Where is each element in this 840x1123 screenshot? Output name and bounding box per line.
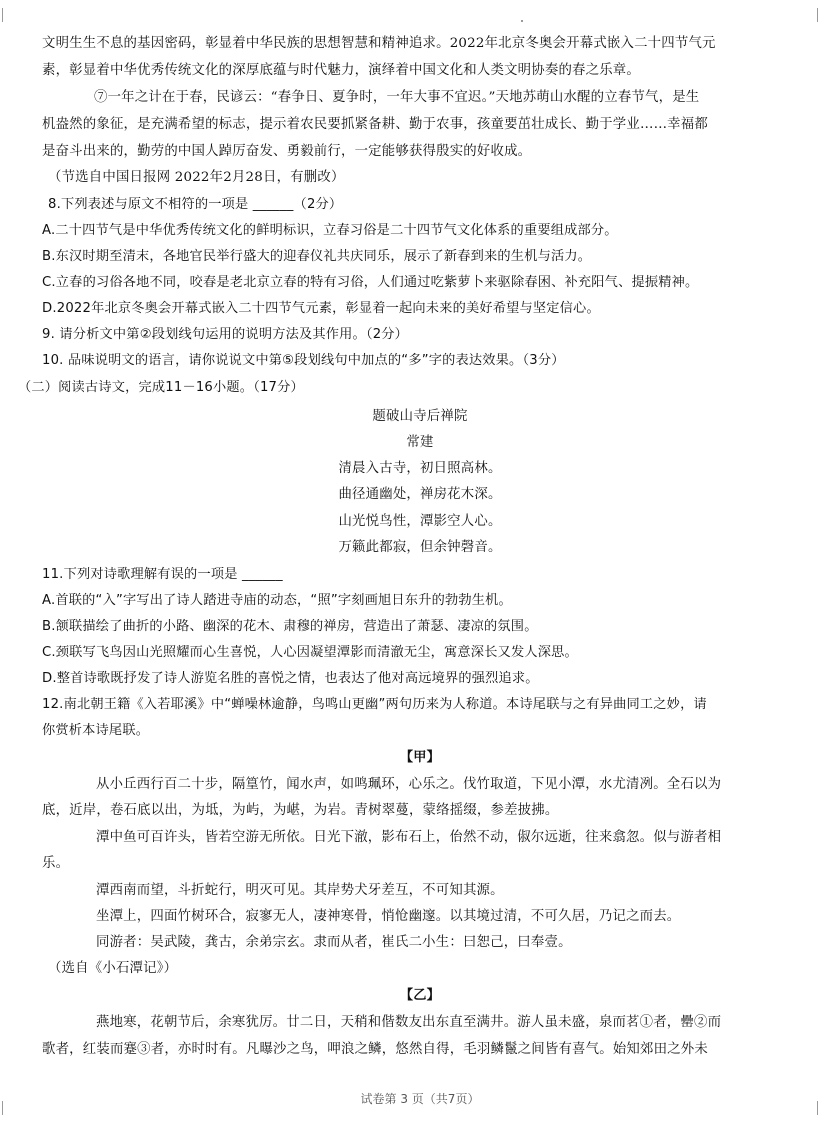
poem-title: 题破山寺后禅院 [372,409,468,424]
question-line: B.东汉时期至清末，各地官民举行盛大的迎春仪礼共庆同乐，展示了新春到来的生机与活力。 [42,249,592,264]
question-line: 11.下列对诗歌理解有误的一项是 ______ [42,567,283,582]
question-line: D.2022年北京冬奥会开幕式嵌入二十四节气元素，彰显着一起向未来的美好希望与坚定信心。 [42,301,600,316]
question-line: A.首联的“入”字写出了诗人踏进寺庙的动态，“照”字刻画旭日东升的勃勃生机。 [42,593,512,608]
classical-text-line: 乐。 [42,856,70,871]
poem-line: 山光悦鸟性，潭影空人心。 [338,514,502,529]
question-line: （二）阅读古诗文，完成11－16小题。（17分） [18,380,304,395]
question-line: D.整首诗歌既抒发了诗人游览名胜的喜悦之情，也表达了他对高远境界的强烈追求。 [42,671,539,686]
classical-text-line: 潭西南而望，斗折蛇行，明灭可见。其岸势犬牙差互，不可知其源。 [96,883,504,898]
question-line: B.颔联描绘了曲折的小路、幽深的花木、肃穆的禅房，营造出了萧瑟、凄凉的氛围。 [42,619,538,634]
page-footer: 试卷第 3 页（共7页） [360,1092,480,1106]
question-line: 12.南北朝王籍《入若耶溪》中“蝉噪林逾静，鸟鸣山更幽”两句历来为人称道。本诗尾联与之有异曲同工之妙，请 [42,697,707,712]
section-yi-heading: 【乙】 [399,988,441,1003]
question-line: C.立春的习俗各地不同，咬春是老北京立春的特有习俗，人们通过吃紫萝卜来驱除春困、补充阳气、提振精神。 [42,275,699,290]
poem-line: 清晨入古寺，初日照高林。 [338,461,502,476]
passage-line: 是奋斗出来的，勤劳的中国人踔厉奋发、勇毅前行，一定能够获得殷实的好收成。 [42,144,532,159]
question-line: C.颈联写飞鸟因山光照耀而心生喜悦，人心因凝望潭影而清澈无尘，寓意深长又发人深思。 [42,645,578,660]
poem-author: 常建 [406,435,434,450]
classical-text-line: 燕地寒，花朝节后，余寒犹厉。廿二日，天稍和偕数友出东直至满井。游人虽未盛，泉而茗①者，罍②而 [96,1015,722,1030]
crop-mark-top-right [803,8,818,22]
poem-line: 万籁此都寂，但余钟磬音。 [338,540,502,555]
classical-text-line: 同游者：吴武陵，龚古，余弟宗玄。隶而从者，崔氏二小生：曰恕己，曰奉壹。 [96,935,572,950]
classical-text-line: 歌者，红装而蹇③者，亦时时有。凡曝沙之鸟，呷浪之鳞，悠然自得，毛羽鳞鬣之间皆有喜气。始知郊田之外未 [42,1042,708,1057]
question-line: 9. 请分析文中第②段划线句运用的说明方法及其作用。（2分） [42,327,409,342]
question-line: A.二十四节气是中华优秀传统文化的鲜明标识，立春习俗是二十四节气文化体系的重要组成部分。 [42,223,618,238]
classical-text-line: 底，近岸，卷石底以出，为坻，为屿，为嵁，为岩。青树翠蔓，蒙络摇缀，参差披拂。 [42,803,559,818]
classical-text-line: 坐潭上，四面竹树环合，寂寥无人，凄神寒骨，悄怆幽邃。以其境过清，不可久居，乃记之而去。 [96,909,681,924]
classical-text-line: 潭中鱼可百许头，皆若空游无所依。日光下澈，影布石上，佁然不动，俶尔远逝，往来翕忽。似与游者相 [96,830,722,845]
passage-line: 文明生生不息的基因密码，彰显着中华民族的思想智慧和精神追求。2022年北京冬奥会开幕式嵌入二十四节气元 [42,36,716,51]
section-jia-heading: 【甲】 [399,750,441,765]
question-line: 10. 品味说明文的语言，请你说说文中第⑤段划线句中加点的“多”字的表达效果。（3分） [42,353,565,368]
classical-text-line: （选自《小石潭记》） [48,961,178,976]
passage-line: 素，彰显着中华优秀传统文化的深厚底蕴与时代魅力，演绎着中国文化和人类文明协奏的春之乐章。 [42,63,640,78]
question-line: 8.下列表述与原文不相符的一项是 ______（2分） [48,197,343,212]
passage-line: 机盎然的象征，是充满希望的标志，提示着农民要抓紧备耕、勤于农事，孩童要茁壮成长、勤于学业……幸福都 [42,117,708,132]
passage-line: （节选自中国日报网 2022年2月28日，有删改） [48,170,345,185]
poem-line: 曲径通幽处，禅房花木深。 [338,487,502,502]
crop-mark-top-left [2,8,17,22]
passage-line: ⑦一年之计在于春，民谚云：“春争日、夏争时，一年大事不宜迟。”天地苏萌山水醒的立春节气，是生 [94,90,700,105]
classical-text-line: 从小丘西行百二十步，隔篁竹，闻水声，如鸣珮环，心乐之。伐竹取道，下见小潭，水尤清冽。全石以为 [96,777,722,792]
speck [521,20,523,22]
question-line: 你赏析本诗尾联。 [42,723,150,738]
